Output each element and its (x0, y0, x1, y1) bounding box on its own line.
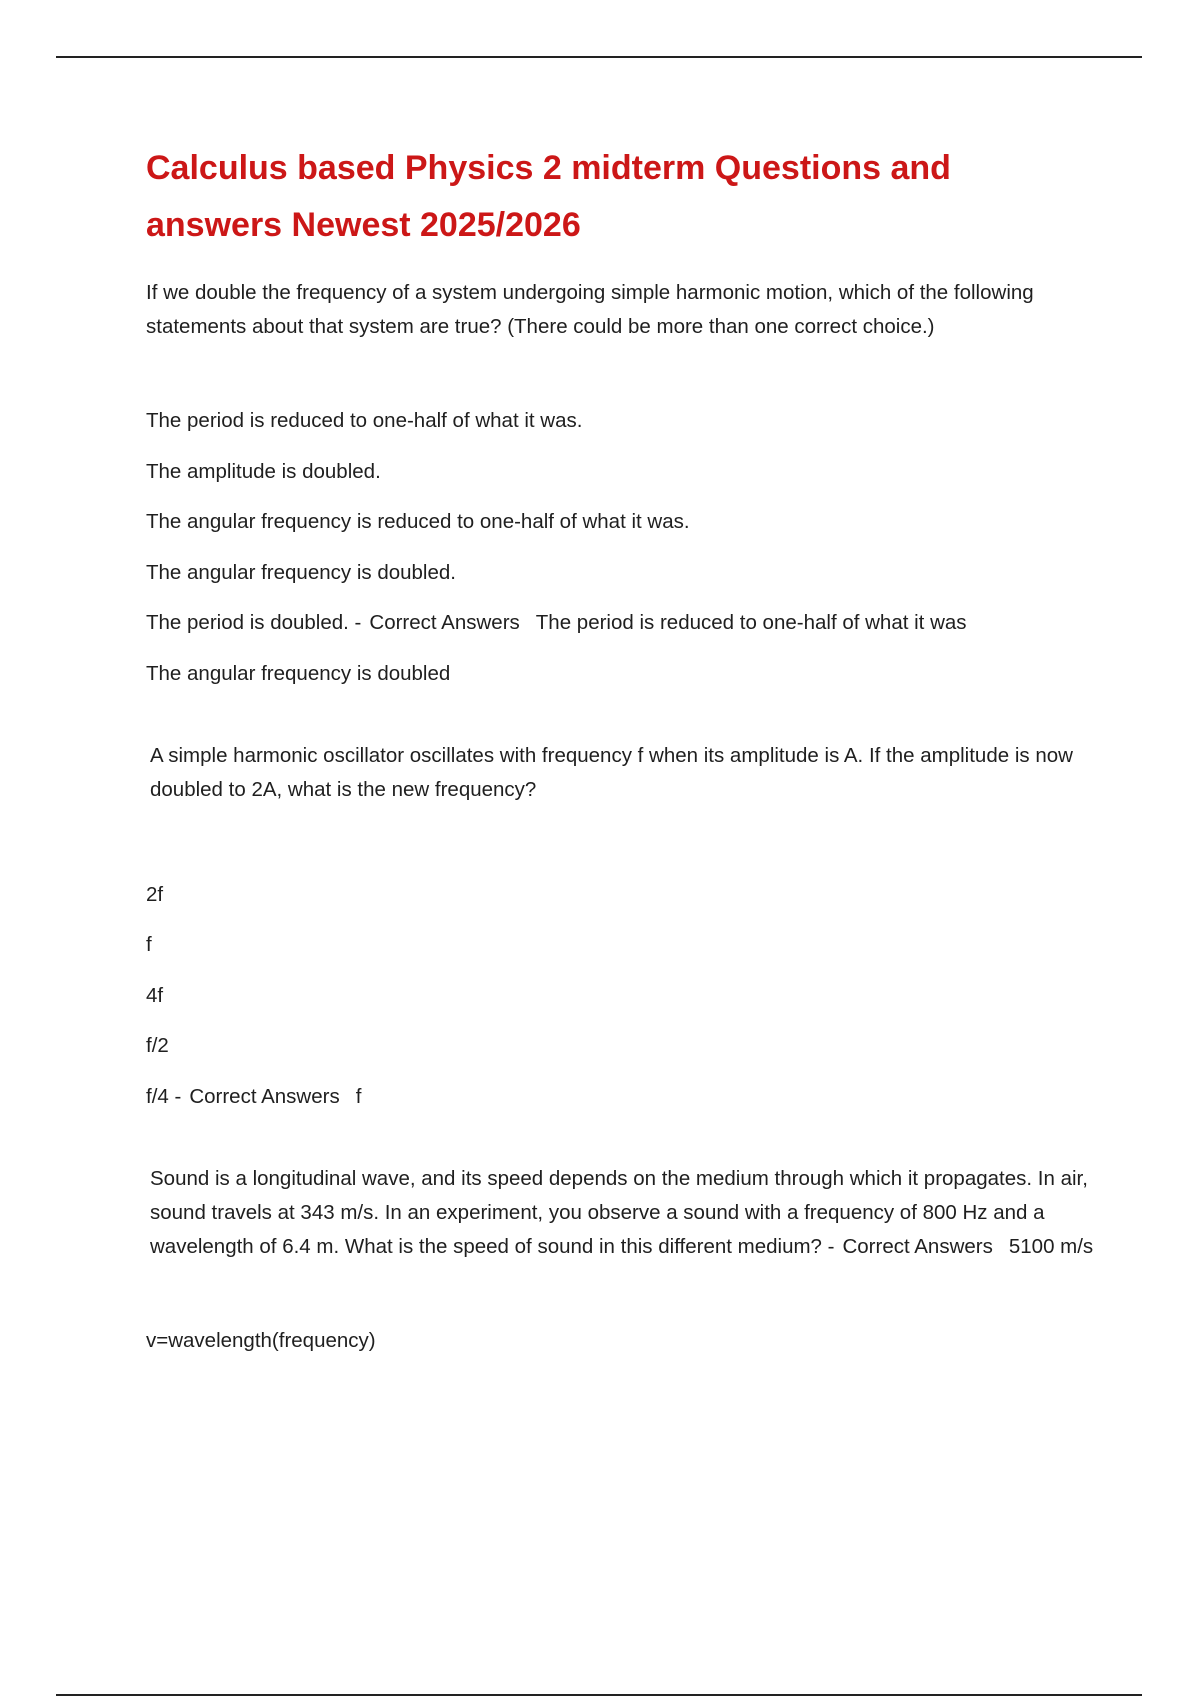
correct-answers-label: Correct Answers (369, 611, 520, 634)
answer-option: The amplitude is doubled. (146, 459, 381, 483)
question-1-options (146, 408, 1096, 687)
answer-option: 2f (146, 882, 164, 906)
document-title: Calculus based Physics 2 midterm Questions and answers Newest 2025/2026 (146, 149, 951, 244)
correct-answer: f (355, 1084, 362, 1108)
header-rule (56, 56, 1142, 58)
formula: v=wavelength(frequency) (146, 1328, 376, 1352)
answer-option: The angular frequency is doubled. (146, 560, 456, 584)
question-3 (146, 1162, 1096, 1354)
answer-option: The period is doubled. - (146, 611, 362, 634)
correct-answer: The period is reduced to one-half of what it was (535, 611, 967, 634)
question-2-prompt: A simple harmonic oscillator oscillates with frequency f when its amplitude is A. If the amplitude is now doubled to 2A, what is the new frequency? (150, 743, 1073, 801)
question-3-prompt (146, 1162, 1096, 1264)
question-2-options (146, 882, 1096, 1110)
question-3-prompt-text: Sound is a longitudinal wave, and its speed depends on the medium through which it propagates. In air, sound travels at 343 m/s. In an experiment, you observe a sound with a frequency of 800 Hz and a wavelength of 6.4 m. What is the speed of sound in this different medium? - (150, 1166, 1088, 1258)
question-1 (146, 276, 1096, 687)
document-page (146, 140, 1096, 1354)
answer-option-with-key (146, 610, 1096, 636)
answer-option: f/2 (146, 1034, 169, 1057)
correct-answers-label: Correct Answers (842, 1234, 993, 1258)
question-1-prompt: If we double the frequency of a system undergoing simple harmonic motion, which of the following statements about that system are true? (There could be more than one correct choice.) (146, 281, 1034, 338)
answer-option: f (146, 933, 152, 956)
footer-rule (56, 1694, 1142, 1696)
question-2 (146, 739, 1096, 1110)
correct-answer: 5100 m/s (1008, 1234, 1094, 1258)
answer-option-with-key (146, 1084, 1096, 1110)
answer-option: f/4 - (146, 1084, 182, 1108)
answer-option: The period is reduced to one-half of what it was. (146, 409, 583, 432)
correct-answers-label: Correct Answers (189, 1084, 340, 1108)
correct-answer-continued: The angular frequency is doubled (146, 661, 451, 685)
answer-option: The angular frequency is reduced to one-half of what it was. (146, 510, 690, 533)
answer-option: 4f (146, 983, 164, 1007)
